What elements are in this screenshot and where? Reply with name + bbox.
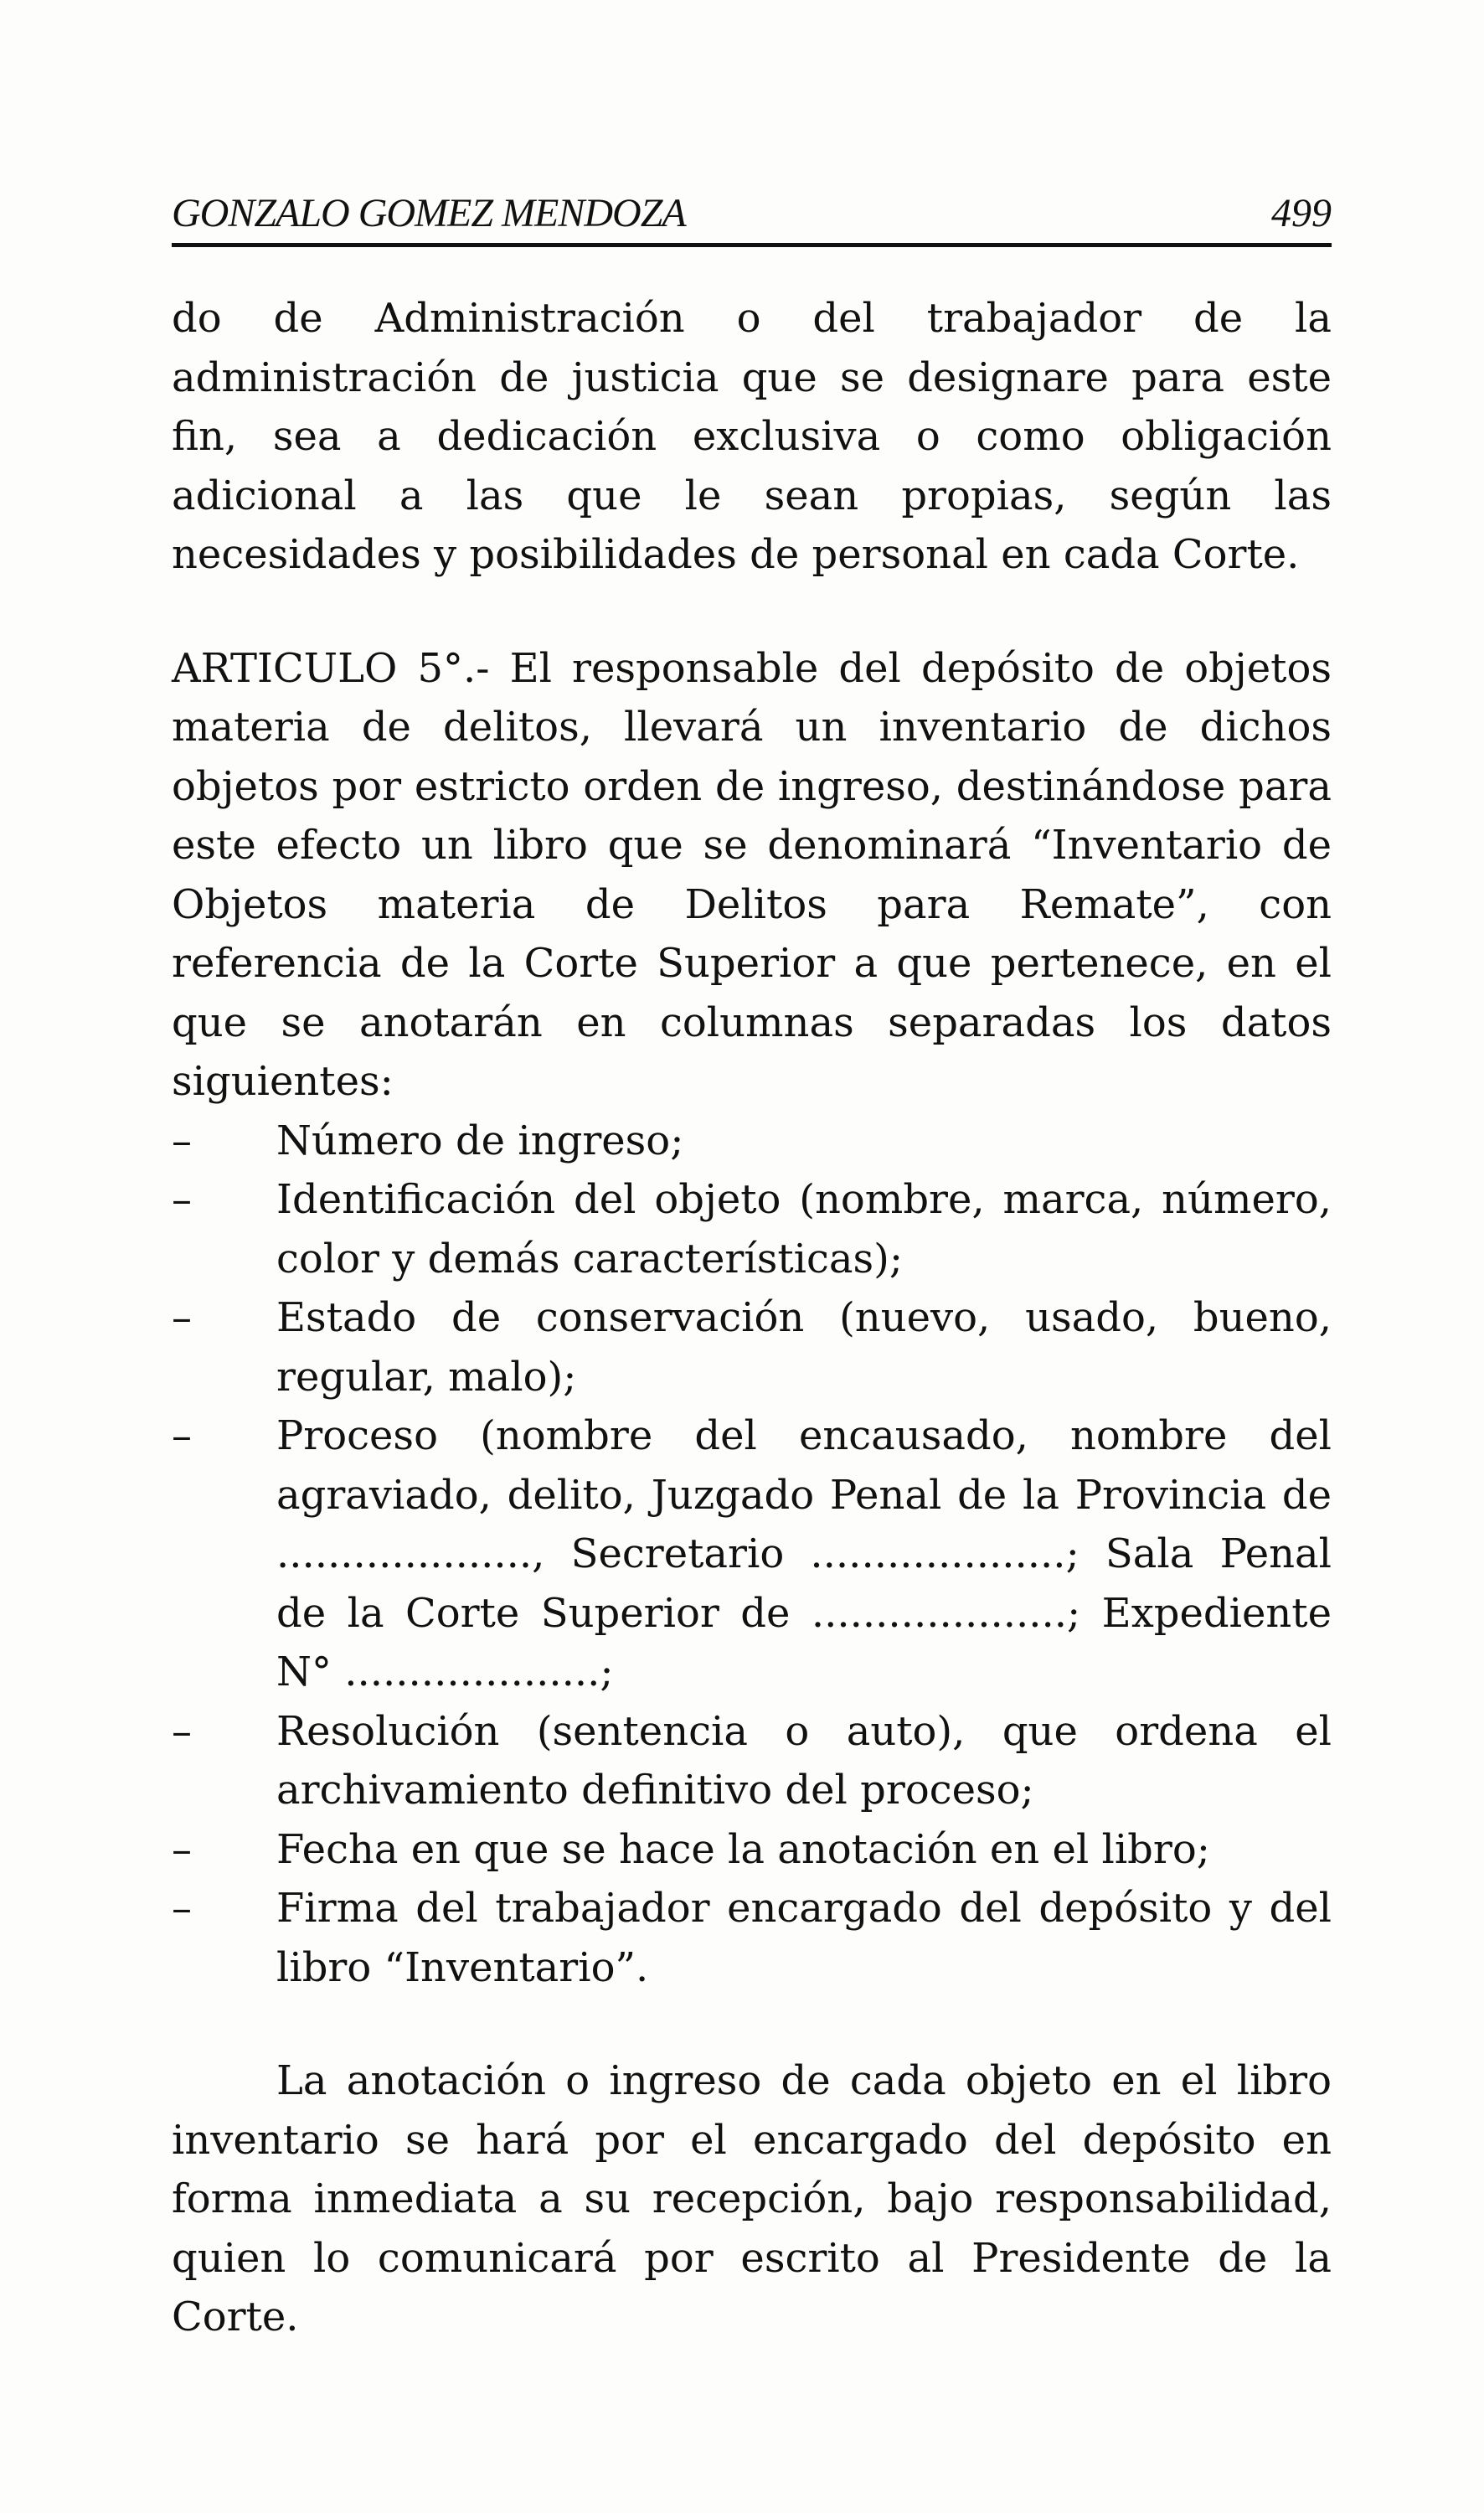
list-item-text: Fecha en que se hace la anotación en el libro;: [276, 1825, 1210, 1873]
list-item: [172, 1170, 1332, 1288]
list-dash: –: [172, 1885, 192, 1932]
paragraph-gap: [172, 585, 1332, 639]
article-5-paragraph: ARTICULO 5°.- El responsable del depósito de objetos materia de delitos, llevará un inventario de dichos objetos por estricto orden de ingreso, destinándose para este efecto un libro que se denominará “Inventario de Objetos materia de Delitos para Remate”, con referencia de la Corte Superior a que pertenece, en el que se anotarán en columnas separadas los datos siguientes:: [172, 644, 1332, 1105]
list-dash: –: [172, 1707, 192, 1755]
list-item: [172, 1879, 1332, 1997]
list-dash: –: [172, 1176, 192, 1223]
closing-paragraph: La anotación o ingreso de cada objeto en el libro inventario se hará por el encargado del depósito en forma inmediata a su recepción, bajo responsabilidad, quien lo comunicará por escrito al Presidente de la Corte.: [172, 2057, 1332, 2340]
page-body: [172, 289, 1332, 2347]
list-dash: –: [172, 1825, 192, 1873]
list-item: [172, 1112, 1332, 1171]
list-item: [172, 1288, 1332, 1406]
article-5-list: [172, 1112, 1332, 1998]
list-item: [172, 1702, 1332, 1820]
list-item-text: Resolución (sentencia o auto), que ordena el archivamiento definitivo del proceso;: [276, 1707, 1332, 1814]
list-dash: –: [172, 1412, 192, 1459]
list-item-text: Identificación del objeto (nombre, marca, número, color y demás características);: [276, 1176, 1332, 1282]
running-header: [172, 176, 1332, 247]
list-item-text: Estado de conservación (nuevo, usado, bueno, regular, malo);: [276, 1294, 1332, 1401]
list-item-text: Proceso (nombre del encausado, nombre del agraviado, delito, Juzgado Penal de la Provincia de ...................., Secretario ....................; Sala Penal de la Corte Superior de ....................; Expediente N° ....................;: [276, 1412, 1332, 1695]
list-item: [172, 1406, 1332, 1702]
intro-paragraph: do de Administración o del trabajador de la administración de justicia que se designare para este fin, sea a dedicación exclusiva o como obligación adicional a las que le sean propias, según las necesidades y posibilidades de personal en cada Corte.: [172, 295, 1332, 578]
page-number: 499: [1271, 191, 1332, 235]
list-item-text: Firma del trabajador encargado del depósito y del libro “Inventario”.: [276, 1885, 1332, 1991]
list-item-text: Número de ingreso;: [276, 1117, 684, 1164]
header-author: GONZALO GOMEZ MENDOZA: [172, 191, 686, 235]
list-dash: –: [172, 1117, 192, 1164]
paragraph-gap: [172, 1997, 1332, 2051]
list-item: [172, 1820, 1332, 1880]
list-dash: –: [172, 1294, 192, 1341]
